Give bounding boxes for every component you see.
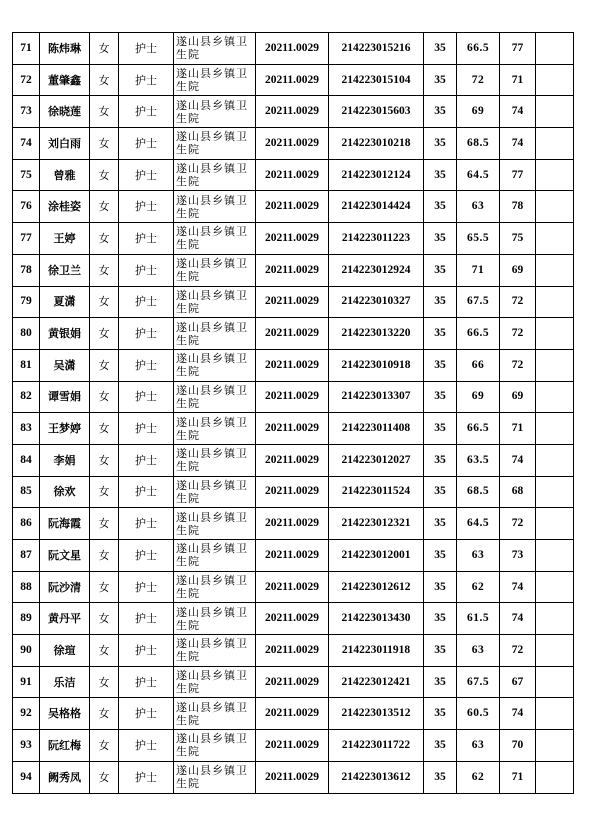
ticket-number-cell: 214223015603: [329, 96, 424, 128]
table-row: [13, 571, 574, 603]
row-number-cell: 85: [13, 476, 40, 508]
position-cell: 护士: [119, 191, 174, 223]
ticket-number-cell: 214223013512: [329, 698, 424, 730]
score-c-cell: 72: [500, 286, 536, 318]
position-cell: 护士: [119, 223, 174, 255]
score-a-cell: 35: [424, 476, 457, 508]
score-a-cell: 35: [424, 64, 457, 96]
gender-cell: 女: [90, 508, 119, 540]
position-cell: 护士: [119, 761, 174, 793]
candidate-name-cell: 黄丹平: [40, 603, 90, 635]
score-a-cell: 35: [424, 191, 457, 223]
gender-cell: 女: [90, 571, 119, 603]
candidate-name-cell: 徐卫兰: [40, 254, 90, 286]
score-b-cell: 66.5: [457, 33, 500, 65]
score-c-cell: 72: [500, 635, 536, 667]
position-cell: 护士: [119, 444, 174, 476]
score-c-cell: 71: [500, 64, 536, 96]
position-cell: 护士: [119, 96, 174, 128]
candidate-name-cell: 黄银娟: [40, 318, 90, 350]
score-a-cell: 35: [424, 603, 457, 635]
table-row: [13, 318, 574, 350]
score-b-cell: 68.5: [457, 128, 500, 160]
unit-name-cell: 遂山县乡镇卫生院: [174, 698, 256, 730]
position-cell: 护士: [119, 128, 174, 160]
remark-cell: [536, 508, 574, 540]
candidate-name-cell: 谭雪娟: [40, 381, 90, 413]
unit-name-cell: 遂山县乡镇卫生院: [174, 635, 256, 667]
table-row: [13, 128, 574, 160]
position-code-cell: 20211.0029: [256, 64, 329, 96]
table-row: [13, 96, 574, 128]
remark-cell: [536, 64, 574, 96]
candidate-name-cell: 吴格格: [40, 698, 90, 730]
table-row: [13, 508, 574, 540]
ticket-number-cell: 214223010327: [329, 286, 424, 318]
score-b-cell: 67.5: [457, 666, 500, 698]
ticket-number-cell: 214223012612: [329, 571, 424, 603]
row-number-cell: 75: [13, 159, 40, 191]
ticket-number-cell: 214223013612: [329, 761, 424, 793]
remark-cell: [536, 666, 574, 698]
table-row: [13, 666, 574, 698]
score-a-cell: 35: [424, 635, 457, 667]
row-number-cell: 77: [13, 223, 40, 255]
table-row: [13, 286, 574, 318]
remark-cell: [536, 33, 574, 65]
row-number-cell: 79: [13, 286, 40, 318]
ticket-number-cell: 214223012027: [329, 444, 424, 476]
ticket-number-cell: 214223012124: [329, 159, 424, 191]
unit-name-cell: 遂山县乡镇卫生院: [174, 508, 256, 540]
score-b-cell: 65.5: [457, 223, 500, 255]
position-code-cell: 20211.0029: [256, 666, 329, 698]
candidate-name-cell: 阮红梅: [40, 730, 90, 762]
ticket-number-cell: 214223015104: [329, 64, 424, 96]
gender-cell: 女: [90, 223, 119, 255]
position-code-cell: 20211.0029: [256, 444, 329, 476]
position-cell: 护士: [119, 64, 174, 96]
unit-name-cell: 遂山县乡镇卫生院: [174, 96, 256, 128]
gender-cell: 女: [90, 635, 119, 667]
score-a-cell: 35: [424, 508, 457, 540]
row-number-cell: 71: [13, 33, 40, 65]
score-a-cell: 35: [424, 254, 457, 286]
gender-cell: 女: [90, 128, 119, 160]
score-b-cell: 61.5: [457, 603, 500, 635]
ticket-number-cell: 214223013430: [329, 603, 424, 635]
table-row: [13, 761, 574, 793]
score-c-cell: 67: [500, 666, 536, 698]
candidate-name-cell: 阮海霞: [40, 508, 90, 540]
score-c-cell: 74: [500, 444, 536, 476]
row-number-cell: 89: [13, 603, 40, 635]
position-code-cell: 20211.0029: [256, 603, 329, 635]
row-number-cell: 94: [13, 761, 40, 793]
table-body: [13, 33, 574, 794]
remark-cell: [536, 571, 574, 603]
score-a-cell: 35: [424, 96, 457, 128]
position-code-cell: 20211.0029: [256, 286, 329, 318]
remark-cell: [536, 603, 574, 635]
row-number-cell: 90: [13, 635, 40, 667]
ticket-number-cell: 214223014424: [329, 191, 424, 223]
ticket-number-cell: 214223012001: [329, 540, 424, 572]
unit-name-cell: 遂山县乡镇卫生院: [174, 191, 256, 223]
position-code-cell: 20211.0029: [256, 635, 329, 667]
position-cell: 护士: [119, 413, 174, 445]
score-a-cell: 35: [424, 444, 457, 476]
gender-cell: 女: [90, 318, 119, 350]
gender-cell: 女: [90, 254, 119, 286]
position-cell: 护士: [119, 286, 174, 318]
remark-cell: [536, 223, 574, 255]
table-row: [13, 603, 574, 635]
row-number-cell: 72: [13, 64, 40, 96]
gender-cell: 女: [90, 191, 119, 223]
table-row: [13, 413, 574, 445]
score-a-cell: 35: [424, 730, 457, 762]
gender-cell: 女: [90, 730, 119, 762]
score-c-cell: 75: [500, 223, 536, 255]
unit-name-cell: 遂山县乡镇卫生院: [174, 444, 256, 476]
candidate-name-cell: 涂桂姿: [40, 191, 90, 223]
score-a-cell: 35: [424, 381, 457, 413]
score-b-cell: 64.5: [457, 508, 500, 540]
score-a-cell: 35: [424, 128, 457, 160]
table-row: [13, 254, 574, 286]
candidate-name-cell: 徐晓莲: [40, 96, 90, 128]
gender-cell: 女: [90, 413, 119, 445]
table-row: [13, 476, 574, 508]
position-code-cell: 20211.0029: [256, 476, 329, 508]
remark-cell: [536, 444, 574, 476]
unit-name-cell: 遂山县乡镇卫生院: [174, 128, 256, 160]
position-code-cell: 20211.0029: [256, 730, 329, 762]
unit-name-cell: 遂山县乡镇卫生院: [174, 476, 256, 508]
gender-cell: 女: [90, 603, 119, 635]
remark-cell: [536, 286, 574, 318]
score-b-cell: 62: [457, 571, 500, 603]
position-code-cell: 20211.0029: [256, 96, 329, 128]
row-number-cell: 84: [13, 444, 40, 476]
score-a-cell: 35: [424, 698, 457, 730]
remark-cell: [536, 96, 574, 128]
score-b-cell: 63: [457, 730, 500, 762]
table-row: [13, 159, 574, 191]
position-code-cell: 20211.0029: [256, 413, 329, 445]
score-c-cell: 74: [500, 128, 536, 160]
position-code-cell: 20211.0029: [256, 33, 329, 65]
position-cell: 护士: [119, 254, 174, 286]
score-c-cell: 74: [500, 603, 536, 635]
score-c-cell: 69: [500, 381, 536, 413]
row-number-cell: 83: [13, 413, 40, 445]
table-row: [13, 349, 574, 381]
position-code-cell: 20211.0029: [256, 223, 329, 255]
gender-cell: 女: [90, 476, 119, 508]
remark-cell: [536, 381, 574, 413]
position-code-cell: 20211.0029: [256, 381, 329, 413]
position-cell: 护士: [119, 381, 174, 413]
position-cell: 护士: [119, 476, 174, 508]
unit-name-cell: 遂山县乡镇卫生院: [174, 159, 256, 191]
ticket-number-cell: 214223011918: [329, 635, 424, 667]
position-code-cell: 20211.0029: [256, 128, 329, 160]
unit-name-cell: 遂山县乡镇卫生院: [174, 603, 256, 635]
row-number-cell: 92: [13, 698, 40, 730]
unit-name-cell: 遂山县乡镇卫生院: [174, 571, 256, 603]
score-a-cell: 35: [424, 286, 457, 318]
score-b-cell: 68.5: [457, 476, 500, 508]
table-row: [13, 730, 574, 762]
unit-name-cell: 遂山县乡镇卫生院: [174, 666, 256, 698]
score-c-cell: 73: [500, 540, 536, 572]
ticket-number-cell: 214223012321: [329, 508, 424, 540]
table-row: [13, 698, 574, 730]
score-c-cell: 74: [500, 96, 536, 128]
score-b-cell: 63: [457, 635, 500, 667]
gender-cell: 女: [90, 286, 119, 318]
row-number-cell: 78: [13, 254, 40, 286]
candidate-name-cell: 夏潇: [40, 286, 90, 318]
unit-name-cell: 遂山县乡镇卫生院: [174, 318, 256, 350]
candidate-name-cell: 徐瑄: [40, 635, 90, 667]
position-code-cell: 20211.0029: [256, 191, 329, 223]
score-a-cell: 35: [424, 33, 457, 65]
gender-cell: 女: [90, 761, 119, 793]
ticket-number-cell: 214223013307: [329, 381, 424, 413]
candidate-name-cell: 阮文星: [40, 540, 90, 572]
table-row: [13, 635, 574, 667]
unit-name-cell: 遂山县乡镇卫生院: [174, 413, 256, 445]
unit-name-cell: 遂山县乡镇卫生院: [174, 223, 256, 255]
score-a-cell: 35: [424, 223, 457, 255]
position-code-cell: 20211.0029: [256, 159, 329, 191]
score-a-cell: 35: [424, 159, 457, 191]
remark-cell: [536, 476, 574, 508]
row-number-cell: 76: [13, 191, 40, 223]
table-row: [13, 444, 574, 476]
score-b-cell: 63.5: [457, 444, 500, 476]
table-row: [13, 223, 574, 255]
candidate-name-cell: 乐洁: [40, 666, 90, 698]
gender-cell: 女: [90, 666, 119, 698]
score-c-cell: 69: [500, 254, 536, 286]
candidate-name-cell: 阮沙清: [40, 571, 90, 603]
score-c-cell: 78: [500, 191, 536, 223]
position-cell: 护士: [119, 508, 174, 540]
candidate-name-cell: 王婷: [40, 223, 90, 255]
score-a-cell: 35: [424, 349, 457, 381]
position-code-cell: 20211.0029: [256, 254, 329, 286]
gender-cell: 女: [90, 33, 119, 65]
position-code-cell: 20211.0029: [256, 318, 329, 350]
score-b-cell: 66.5: [457, 318, 500, 350]
remark-cell: [536, 349, 574, 381]
candidate-name-cell: 刘白雨: [40, 128, 90, 160]
row-number-cell: 73: [13, 96, 40, 128]
score-c-cell: 72: [500, 318, 536, 350]
gender-cell: 女: [90, 444, 119, 476]
ticket-number-cell: 214223012924: [329, 254, 424, 286]
ticket-number-cell: 214223011722: [329, 730, 424, 762]
ticket-number-cell: 214223010218: [329, 128, 424, 160]
score-a-cell: 35: [424, 413, 457, 445]
position-code-cell: 20211.0029: [256, 508, 329, 540]
score-b-cell: 66: [457, 349, 500, 381]
remark-cell: [536, 635, 574, 667]
row-number-cell: 91: [13, 666, 40, 698]
position-cell: 护士: [119, 603, 174, 635]
score-b-cell: 69: [457, 96, 500, 128]
score-b-cell: 64.5: [457, 159, 500, 191]
remark-cell: [536, 128, 574, 160]
table-row: [13, 33, 574, 65]
unit-name-cell: 遂山县乡镇卫生院: [174, 349, 256, 381]
unit-name-cell: 遂山县乡镇卫生院: [174, 381, 256, 413]
row-number-cell: 87: [13, 540, 40, 572]
score-b-cell: 69: [457, 381, 500, 413]
table-row: [13, 540, 574, 572]
unit-name-cell: 遂山县乡镇卫生院: [174, 254, 256, 286]
score-c-cell: 71: [500, 413, 536, 445]
candidate-name-cell: 李娟: [40, 444, 90, 476]
gender-cell: 女: [90, 698, 119, 730]
score-c-cell: 68: [500, 476, 536, 508]
results-table: [12, 32, 574, 794]
row-number-cell: 81: [13, 349, 40, 381]
score-c-cell: 72: [500, 349, 536, 381]
score-c-cell: 72: [500, 508, 536, 540]
gender-cell: 女: [90, 96, 119, 128]
candidate-name-cell: 阙秀凤: [40, 761, 90, 793]
ticket-number-cell: 214223011223: [329, 223, 424, 255]
score-c-cell: 74: [500, 698, 536, 730]
position-cell: 护士: [119, 33, 174, 65]
score-c-cell: 77: [500, 33, 536, 65]
score-b-cell: 71: [457, 254, 500, 286]
ticket-number-cell: 214223011408: [329, 413, 424, 445]
candidate-name-cell: 徐欢: [40, 476, 90, 508]
row-number-cell: 74: [13, 128, 40, 160]
table-row: [13, 191, 574, 223]
unit-name-cell: 遂山县乡镇卫生院: [174, 761, 256, 793]
row-number-cell: 86: [13, 508, 40, 540]
remark-cell: [536, 730, 574, 762]
unit-name-cell: 遂山县乡镇卫生院: [174, 286, 256, 318]
gender-cell: 女: [90, 381, 119, 413]
remark-cell: [536, 698, 574, 730]
candidate-name-cell: 王梦婷: [40, 413, 90, 445]
remark-cell: [536, 540, 574, 572]
score-a-cell: 35: [424, 666, 457, 698]
position-code-cell: 20211.0029: [256, 540, 329, 572]
score-a-cell: 35: [424, 761, 457, 793]
candidate-name-cell: 吴潇: [40, 349, 90, 381]
position-cell: 护士: [119, 349, 174, 381]
candidate-name-cell: 曾雅: [40, 159, 90, 191]
position-cell: 护士: [119, 571, 174, 603]
gender-cell: 女: [90, 349, 119, 381]
score-b-cell: 66.5: [457, 413, 500, 445]
unit-name-cell: 遂山县乡镇卫生院: [174, 730, 256, 762]
position-code-cell: 20211.0029: [256, 349, 329, 381]
score-c-cell: 70: [500, 730, 536, 762]
remark-cell: [536, 254, 574, 286]
score-b-cell: 72: [457, 64, 500, 96]
ticket-number-cell: 214223010918: [329, 349, 424, 381]
remark-cell: [536, 761, 574, 793]
score-b-cell: 62: [457, 761, 500, 793]
position-cell: 护士: [119, 318, 174, 350]
position-code-cell: 20211.0029: [256, 571, 329, 603]
position-code-cell: 20211.0029: [256, 761, 329, 793]
gender-cell: 女: [90, 159, 119, 191]
unit-name-cell: 遂山县乡镇卫生院: [174, 540, 256, 572]
gender-cell: 女: [90, 540, 119, 572]
position-cell: 护士: [119, 730, 174, 762]
score-c-cell: 77: [500, 159, 536, 191]
position-cell: 护士: [119, 159, 174, 191]
unit-name-cell: 遂山县乡镇卫生院: [174, 33, 256, 65]
position-cell: 护士: [119, 698, 174, 730]
ticket-number-cell: 214223012421: [329, 666, 424, 698]
ticket-number-cell: 214223013220: [329, 318, 424, 350]
score-b-cell: 67.5: [457, 286, 500, 318]
row-number-cell: 82: [13, 381, 40, 413]
candidate-name-cell: 董肇鑫: [40, 64, 90, 96]
position-cell: 护士: [119, 666, 174, 698]
ticket-number-cell: 214223015216: [329, 33, 424, 65]
row-number-cell: 88: [13, 571, 40, 603]
table-row: [13, 64, 574, 96]
position-cell: 护士: [119, 635, 174, 667]
remark-cell: [536, 159, 574, 191]
score-a-cell: 35: [424, 571, 457, 603]
score-c-cell: 71: [500, 761, 536, 793]
score-b-cell: 63: [457, 540, 500, 572]
gender-cell: 女: [90, 64, 119, 96]
candidate-name-cell: 陈炜琳: [40, 33, 90, 65]
score-a-cell: 35: [424, 540, 457, 572]
score-a-cell: 35: [424, 318, 457, 350]
score-c-cell: 74: [500, 571, 536, 603]
unit-name-cell: 遂山县乡镇卫生院: [174, 64, 256, 96]
position-code-cell: 20211.0029: [256, 698, 329, 730]
position-cell: 护士: [119, 540, 174, 572]
row-number-cell: 93: [13, 730, 40, 762]
remark-cell: [536, 413, 574, 445]
remark-cell: [536, 191, 574, 223]
score-b-cell: 63: [457, 191, 500, 223]
row-number-cell: 80: [13, 318, 40, 350]
score-b-cell: 60.5: [457, 698, 500, 730]
table-row: [13, 381, 574, 413]
remark-cell: [536, 318, 574, 350]
ticket-number-cell: 214223011524: [329, 476, 424, 508]
